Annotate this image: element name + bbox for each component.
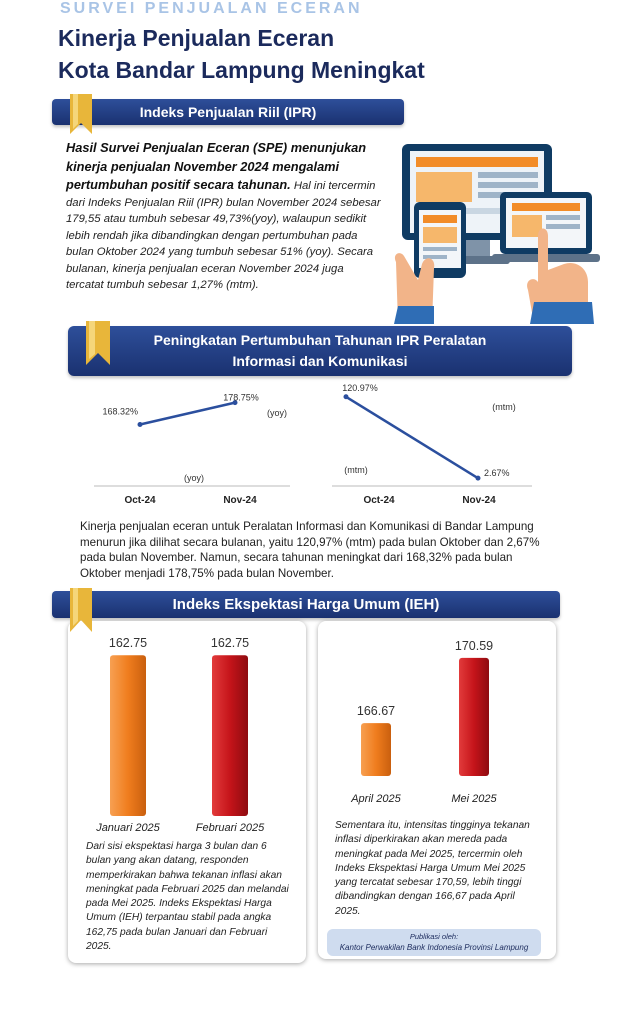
bar: [212, 655, 248, 816]
title-line-2: Kota Bandar Lampung Meningkat: [58, 57, 425, 83]
page-title: [58, 22, 425, 86]
title-line-1: Kinerja Penjualan Eceran: [58, 25, 335, 51]
bar-category-label: April 2025: [351, 793, 401, 805]
bar-value-label: 162.75: [108, 636, 148, 651]
ieh-section-ribbon: [52, 591, 560, 618]
x-tick-label: Nov-24: [223, 495, 257, 506]
publisher-name: Kantor Perwakilan Bank Indonesia Provinsi Lampung: [339, 943, 529, 952]
bar-category-label: Januari 2025: [96, 822, 160, 834]
value-label: 2.67%: [484, 468, 510, 479]
data-point: [138, 422, 143, 427]
ik-ribbon-line-1: Peningkatan Pertumbuhan Tahunan IPR Peralatan: [153, 332, 487, 348]
ipr-body-text: Hal ini tercermin dari Indeks Penjualan Riil (IPR) bulan November 2024 sebesar 179,55 atau tumbuh sebesar 49,73%(yoy), walaupun sedikit lebih rendah jika dibandingkan dengan pertumbuhan pada bulan Oktober 2024 yang tumbuh sebesar 51% (yoy). Secara bulanan, kinerja penjualan eceran November 2024 juga tercatat tumbuh sebesar 1,27% (mtm).: [66, 180, 381, 291]
series-label: (mtm): [344, 465, 368, 475]
ipr-description: [66, 139, 384, 294]
series-label: (yoy): [184, 473, 204, 483]
series-line: [140, 403, 235, 425]
ik-ribbon-line-2: Informasi dan Komunikasi: [232, 353, 408, 369]
series-label: (mtm): [492, 402, 516, 412]
ik-section-ribbon: [68, 326, 572, 376]
x-tick-label: Oct-24: [363, 495, 395, 506]
ieh-bar-chart-apr-may: [318, 621, 556, 811]
bar-value-label: 166.67: [356, 704, 396, 719]
data-point: [344, 394, 349, 399]
value-label: 178.75%: [223, 392, 259, 403]
ipr-lead-text: Hasil Survei Penjualan Eceran (SPE) menunjukan kinerja penjualan November 2024 mengalami pertumbuhan positif secara tahunan.: [66, 140, 367, 192]
bar-value-label: 162.75: [210, 636, 250, 651]
series-label: (yoy): [267, 408, 287, 418]
bar-category-label: Februari 2025: [195, 822, 265, 834]
value-label: 168.32%: [102, 406, 138, 417]
publisher-label: Publikasi oleh:: [409, 932, 459, 941]
bar: [110, 655, 146, 816]
ik-description: Kinerja penjualan eceran untuk Peralatan Informasi dan Komunikasi di Bandar Lampung menurun jika dilihat secara bulanan, yaitu 120,97% (mtm) pada bulan Oktober dan 2,67% pada bulan November. Namun, secara tahunan meningkat dari 168,32% pada bulan Oktober menjadi 178,75% pada bulan November.: [80, 520, 540, 580]
x-tick-label: Nov-24: [462, 495, 496, 506]
yoy-line-chart: [90, 382, 302, 510]
bar-category-label: Mei 2025: [451, 793, 497, 805]
publisher-box: [327, 929, 541, 956]
survey-kicker: SURVEI PENJUALAN ECERAN: [60, 0, 363, 17]
x-tick-label: Oct-24: [124, 495, 156, 506]
ieh-left-description: Dari sisi ekspektasi harga 3 bulan dan 6 bulan yang akan datang, responden memperkirakan bahwa tekanan inflasi akan meningkat pada Februari 2025 dan melandai pada Mei 2025. Indeks Ekspektasi Harga Umum (IEH) terpantau stabil pada angka 162,75 pada bulan Januari dan Februari 2025.: [86, 841, 289, 953]
bar-value-label: 170.59: [454, 638, 494, 653]
bar: [459, 658, 489, 776]
bookmark-icon: [70, 94, 92, 134]
ipr-section-ribbon: [52, 99, 404, 125]
devices-illustration-icon: [388, 130, 602, 324]
ipr-ribbon-label: Indeks Penjualan Riil (IPR): [139, 104, 317, 120]
data-point: [476, 476, 481, 481]
bookmark-icon: [86, 321, 110, 365]
ieh-right-description: Sementara itu, intensitas tingginya tekanan inflasi diperkirakan akan mereda pada meningkat pada Mei 2025, tercermin oleh Indeks Ekspektasi Harga Umum Mei 2025 yang tercatat sebesar 170,59, lebih tinggi dibandingkan dengan 166,67 pada April 2025.: [335, 820, 530, 917]
ieh-bar-chart-jan-feb: [68, 621, 306, 841]
mtm-line-chart: [328, 382, 540, 510]
value-label: 120.97%: [342, 382, 378, 393]
bar: [361, 723, 391, 776]
ieh-ribbon-label: Indeks Ekspektasi Harga Umum (IEH): [172, 596, 440, 613]
